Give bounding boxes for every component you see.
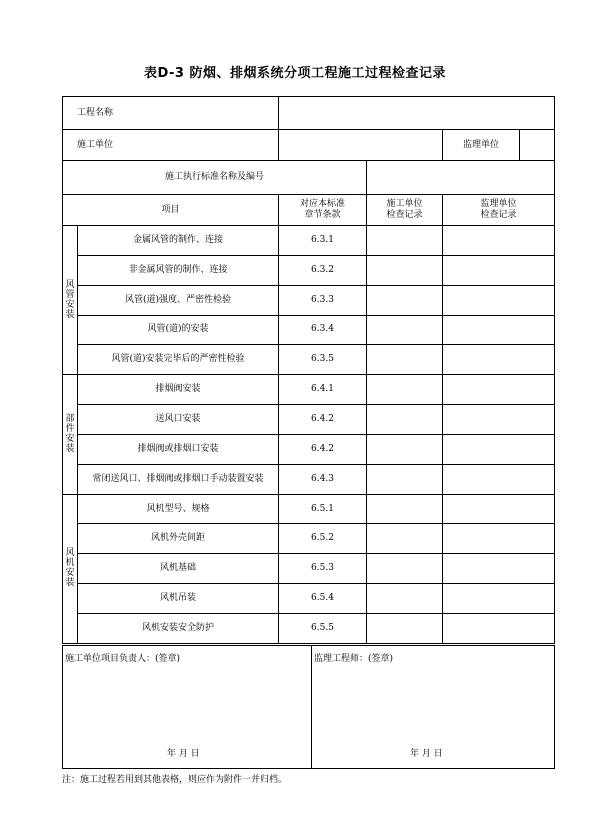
construction-record-cell[interactable] bbox=[367, 375, 443, 405]
supervision-unit-cell bbox=[443, 130, 555, 161]
supervision-record-cell[interactable] bbox=[443, 226, 555, 256]
column-clause-header: 对应本标准 章节条款 bbox=[279, 195, 367, 226]
clause-number: 6.5.2 bbox=[279, 524, 367, 554]
supervision-record-cell[interactable] bbox=[443, 285, 555, 315]
supervision-record-cell[interactable] bbox=[443, 345, 555, 375]
item-name: 送风口安装 bbox=[78, 405, 279, 435]
item-name: 风机型号、规格 bbox=[78, 494, 279, 524]
supervision-record-cell[interactable] bbox=[443, 494, 555, 524]
project-name-label: 工程名称 bbox=[76, 107, 113, 118]
clause-number: 6.5.5 bbox=[279, 613, 367, 643]
item-name: 排烟阀安装 bbox=[78, 375, 279, 405]
table-row bbox=[63, 345, 555, 375]
clause-number: 6.3.2 bbox=[279, 255, 367, 285]
table-row bbox=[63, 464, 555, 494]
table-row bbox=[63, 524, 555, 554]
standard-value[interactable] bbox=[367, 161, 555, 195]
construction-record-cell[interactable] bbox=[367, 584, 443, 614]
construction-record-cell[interactable] bbox=[367, 345, 443, 375]
supervision-record-cell[interactable] bbox=[443, 375, 555, 405]
clause-number: 6.3.5 bbox=[279, 345, 367, 375]
table-row bbox=[63, 405, 555, 435]
item-name: 风管(道)强度、严密性检验 bbox=[78, 285, 279, 315]
table-row bbox=[63, 613, 555, 643]
group-label-cell bbox=[63, 375, 78, 494]
supervision-engineer-date: 年 月 日 bbox=[410, 749, 443, 759]
construction-record-cell[interactable] bbox=[367, 255, 443, 285]
column-supervision-record-header: 监理单位 检查记录 bbox=[443, 195, 555, 226]
item-name: 金属风管的制作、连接 bbox=[78, 226, 279, 256]
project-name-value[interactable] bbox=[279, 97, 555, 130]
construction-record-cell[interactable] bbox=[367, 464, 443, 494]
group-label: 部件安装 bbox=[65, 413, 75, 454]
construction-record-cell[interactable] bbox=[367, 434, 443, 464]
construction-lead-signature-cell[interactable] bbox=[63, 646, 312, 769]
supervision-record-cell[interactable] bbox=[443, 554, 555, 584]
clause-number: 6.5.1 bbox=[279, 494, 367, 524]
supervision-record-cell[interactable] bbox=[443, 315, 555, 345]
table-row bbox=[63, 315, 555, 345]
item-name: 风管(道)安装完毕后的严密性检验 bbox=[78, 345, 279, 375]
supervision-record-cell[interactable] bbox=[443, 464, 555, 494]
clause-number: 6.4.2 bbox=[279, 434, 367, 464]
table-row bbox=[63, 226, 555, 256]
column-construction-record-header: 施工单位 检查记录 bbox=[367, 195, 443, 226]
construction-record-cell[interactable] bbox=[367, 554, 443, 584]
construction-lead-date: 年 月 日 bbox=[167, 749, 200, 759]
table-row bbox=[63, 494, 555, 524]
table-row bbox=[63, 255, 555, 285]
clause-number: 6.5.4 bbox=[279, 584, 367, 614]
construction-record-cell[interactable] bbox=[367, 494, 443, 524]
construction-unit-value[interactable] bbox=[279, 130, 443, 161]
document-title: 表D-3 防烟、排烟系统分项工程施工过程检查记录 bbox=[144, 66, 446, 81]
standard-label: 施工执行标准名称及编号 bbox=[63, 161, 367, 195]
construction-unit-row bbox=[63, 130, 555, 161]
table-row bbox=[63, 434, 555, 464]
project-name-label-cell bbox=[63, 97, 279, 130]
supervision-record-cell[interactable] bbox=[443, 405, 555, 435]
item-name: 风管(道)的安装 bbox=[78, 315, 279, 345]
item-name: 常闭送风口、排烟阀或排烟口手动装置安装 bbox=[78, 464, 279, 494]
item-name: 风机外壳间距 bbox=[78, 524, 279, 554]
item-name: 非金属风管的制作、连接 bbox=[78, 255, 279, 285]
item-name: 排烟阀或排烟口安装 bbox=[78, 434, 279, 464]
clause-number: 6.4.1 bbox=[279, 375, 367, 405]
table-row bbox=[63, 285, 555, 315]
construction-record-cell[interactable] bbox=[367, 285, 443, 315]
column-item-header: 项目 bbox=[63, 195, 279, 226]
table-row bbox=[63, 584, 555, 614]
group-label: 风管安装 bbox=[65, 279, 75, 320]
construction-record-cell[interactable] bbox=[367, 405, 443, 435]
supervision-record-cell[interactable] bbox=[443, 255, 555, 285]
clause-number: 6.3.4 bbox=[279, 315, 367, 345]
supervision-unit-label: 监理单位 bbox=[443, 130, 520, 160]
construction-unit-label: 施工单位 bbox=[76, 139, 113, 150]
project-name-row bbox=[63, 97, 555, 130]
signature-table bbox=[62, 645, 555, 769]
inspection-record-table bbox=[62, 96, 555, 644]
item-name: 风机安装安全防护 bbox=[78, 613, 279, 643]
construction-record-cell[interactable] bbox=[367, 226, 443, 256]
construction-record-cell[interactable] bbox=[367, 315, 443, 345]
clause-number: 6.4.3 bbox=[279, 464, 367, 494]
group-label-cell bbox=[63, 226, 78, 375]
item-name: 风机基础 bbox=[78, 554, 279, 584]
table-row bbox=[63, 554, 555, 584]
clause-number: 6.4.2 bbox=[279, 405, 367, 435]
item-name: 风机吊装 bbox=[78, 584, 279, 614]
supervision-record-cell[interactable] bbox=[443, 613, 555, 643]
column-header-row bbox=[63, 195, 555, 226]
footnote: 注：施工过程若用到其他表格，则应作为附件一并归档。 bbox=[62, 775, 288, 785]
group-label-cell bbox=[63, 494, 78, 643]
group-label: 风机安装 bbox=[65, 548, 75, 589]
construction-record-cell[interactable] bbox=[367, 524, 443, 554]
supervision-engineer-signature-cell[interactable] bbox=[312, 646, 555, 769]
supervision-record-cell[interactable] bbox=[443, 524, 555, 554]
clause-number: 6.3.1 bbox=[279, 226, 367, 256]
supervision-record-cell[interactable] bbox=[443, 584, 555, 614]
clause-number: 6.5.3 bbox=[279, 554, 367, 584]
supervision-engineer-label: 监理工程师：(签章) bbox=[314, 654, 394, 664]
construction-record-cell[interactable] bbox=[367, 613, 443, 643]
construction-lead-label: 施工单位项目负责人：(签章) bbox=[65, 654, 181, 664]
clause-number: 6.3.3 bbox=[279, 285, 367, 315]
construction-unit-label-cell bbox=[63, 130, 279, 161]
supervision-record-cell[interactable] bbox=[443, 434, 555, 464]
standard-row bbox=[63, 161, 555, 195]
table-row bbox=[63, 375, 555, 405]
